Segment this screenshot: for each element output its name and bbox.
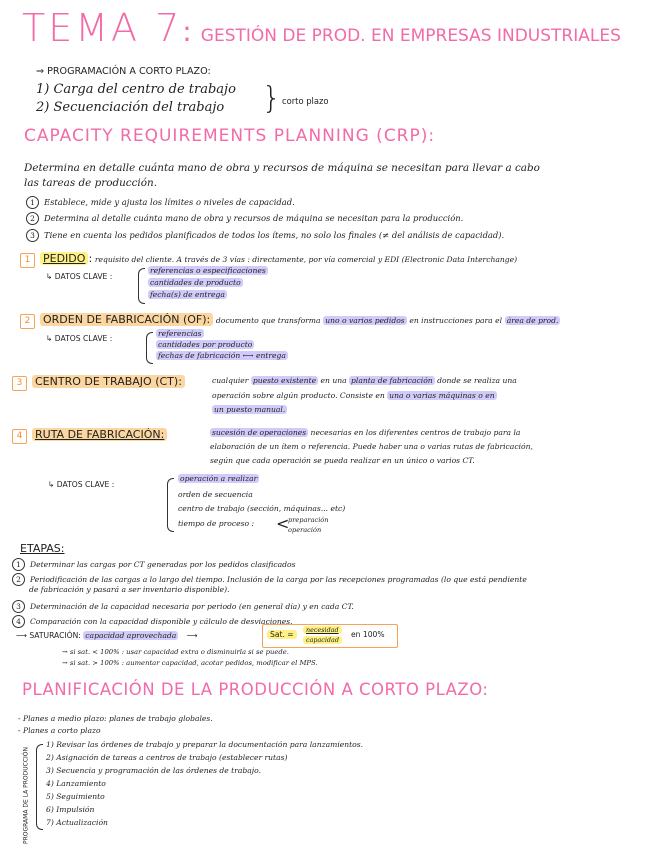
saturacion-line: ⟶ SATURACIÓN: capacidad aprovechada ⟶ <box>16 631 198 640</box>
planif-item-1: 1) Revisar las órdenes de trabajo y preparar la documentación para lanzamientos. <box>46 740 364 749</box>
title-colon: : <box>182 15 192 48</box>
crp-point-text: Tiene en cuenta los pedidos planificados de todos los ítems, no solo los finales (≠ del análisis de capacidad). <box>44 230 505 240</box>
of-dato-3: fechas de fabricación ⟷ entrega <box>158 351 286 360</box>
planif-line-2: - Planes a corto plazo <box>18 726 101 735</box>
ruta-definition <box>12 428 167 444</box>
crp-point-number: 3 <box>26 229 39 242</box>
etapa-4: 4 Comparación con la capacidad disponible y cálculo de desviaciones. <box>12 615 293 628</box>
crp-point-text: Establece, mide y ajusta los límites o niveles de capacidad. <box>44 197 295 207</box>
etapa-2-cont: de fabricación y pasará a ser inventario disponible). <box>29 585 230 594</box>
etapa-2: 2 Periodificación de las cargas a lo largo del tiempo. Inclusión de la carga por las recepciones programadas (lo que está pendiente <box>12 573 527 586</box>
pedido-dato-3: fecha(s) de entrega <box>150 290 225 299</box>
intro-bracket-note: corto plazo <box>282 96 329 106</box>
planif-heading: PLANIFICACIÓN DE LA PRODUCCIÓN A CORTO PLAZO: <box>22 680 489 699</box>
ruta-dato-3: centro de trabajo (sección, máquinas... etc) <box>178 504 346 513</box>
ct-text-line3: un puesto manual. <box>214 405 286 414</box>
of-definition: 2 ORDEN DE FABRICACIÓN (OF): documento que transforma uno o varios pedidos en instrucciones para el área de prod. <box>20 313 560 329</box>
ruta-dato-2: orden de secuencia <box>178 490 253 499</box>
of-dato-1: referencias <box>158 329 202 338</box>
planif-item-6: 6) Impulsión <box>46 805 95 814</box>
tiempo-sub-1: preparación <box>288 516 329 524</box>
saturacion-arrow: ⟶ <box>16 631 30 640</box>
planif-item-3: 3) Secuencia y programación de las órdenes de trabajo. <box>46 766 261 775</box>
saturacion-case-2: → si sat. > 100% : aumentar capacidad, acotar pedidos, modificar el MPS. <box>62 659 318 667</box>
tiempo-brace: < <box>276 514 290 533</box>
pedido-datos-bracket <box>138 268 145 304</box>
crp-point-2 <box>26 212 463 225</box>
pedido-text: requisito del cliente. A través de 3 vías : directamente, por vía comercial y EDI (Electronic Data Interchange) <box>94 255 518 264</box>
crp-heading: CAPACITY REQUIREMENTS PLANNING (CRP): <box>24 126 436 146</box>
pedido-datos-label: ↳ DATOS CLAVE : <box>46 272 113 281</box>
etapa-1: 1 Determinar las cargas por CT generadas por los pedidos clasificados <box>12 558 295 571</box>
planif-item-7: 7) Actualización <box>46 818 108 827</box>
ruta-text-line3: según que cada operación se pueda realizar en un único o varios CT. <box>210 456 475 465</box>
of-datos-label: ↳ DATOS CLAVE : <box>46 334 113 343</box>
ruta-datos-label: ↳ DATOS CLAVE : <box>48 480 115 489</box>
crp-point-1 <box>26 196 295 209</box>
crp-definition-line2: las tareas de producción. <box>24 177 158 189</box>
ct-text-line1: cualquier puesto existente en una planta de fabricación donde se realiza una <box>212 376 517 385</box>
pedido-dato-1: referencias o especificaciones <box>150 266 266 275</box>
of-dato-2: cantidades por producto <box>158 340 253 349</box>
planif-side-label: PROGRAMA DE LA PRODUCCIÓN <box>22 746 30 845</box>
page-title <box>22 6 621 50</box>
crp-point-number: 1 <box>26 196 39 209</box>
planif-item-2: 2) Asignación de tareas a centros de trabajo (establecer rutas) <box>46 753 288 762</box>
ruta-text-line2: elaboración de un ítem o referencia. Puede haber una o varias rutas de fabricación, <box>210 442 533 451</box>
pedido-dato-2: cantidades de producto <box>150 278 241 287</box>
saturacion-arrow-2: ⟶ <box>186 631 198 640</box>
crp-point-number: 2 <box>26 212 39 225</box>
intro-item-1: 1) Carga del centro de trabajo <box>36 82 236 97</box>
ct-definition <box>12 375 185 391</box>
planif-item-5: 5) Seguimiento <box>46 792 105 801</box>
planif-bracket <box>36 744 43 830</box>
intro-brace: } <box>262 81 282 116</box>
tema-label: TEMA 7 <box>22 6 183 50</box>
planif-item-4: 4) Lanzamiento <box>46 779 106 788</box>
crp-point-text: Determina al detalle cuánta mano de obra y recursos de máquina se necesitan para la producción. <box>44 213 464 223</box>
saturacion-case-1: → si sat. < 100% : usar capacidad extra o disminuirla si se puede. <box>62 648 289 656</box>
saturacion-formula-box: Sat. = necesidad capacidad en 100% <box>262 624 398 648</box>
ruta-dato-4: tiempo de proceso : <box>178 519 255 528</box>
pedido-term: PEDIDO <box>40 252 88 265</box>
of-number-box: 2 <box>20 314 35 329</box>
ct-number-box: 3 <box>12 376 27 391</box>
planif-line-1: - Planes a medio plazo: planes de trabajo globales. <box>18 714 213 723</box>
title-subtitle: GESTIÓN DE PROD. EN EMPRESAS INDUSTRIALES <box>200 26 621 46</box>
crp-definition-line1: Determina en detalle cuánta mano de obra y recursos de máquina se necesitan para llevar a cabo <box>24 162 540 174</box>
crp-point-3 <box>26 229 504 242</box>
pedido-colon: : <box>88 252 93 265</box>
ruta-dato-1: operación a realizar <box>180 474 258 483</box>
intro-heading: ⇒ PROGRAMACIÓN A CORTO PLAZO: <box>36 66 211 77</box>
tiempo-sub-2: operación <box>288 526 322 534</box>
ruta-datos-bracket <box>167 478 174 532</box>
etapas-heading: ETAPAS: <box>20 542 65 555</box>
pedido-number-box: 1 <box>20 253 35 268</box>
etapa-3: 3 Determinación de la capacidad necesaria por periodo (en general día) y en cada CT. <box>12 600 354 613</box>
of-term: ORDEN DE FABRICACIÓN (OF): <box>40 313 213 326</box>
pedido-definition <box>20 252 517 268</box>
ct-term: CENTRO DE TRABAJO (CT): <box>32 375 185 388</box>
ruta-text-line1: sucesión de operaciones necesarias en los diferentes centros de trabajo para la <box>212 428 521 437</box>
of-datos-bracket <box>146 332 153 364</box>
intro-item-2: 2) Secuenciación del trabajo <box>36 100 225 115</box>
ct-text-line2: operación sobre algún producto. Consiste en una o varias máquinas o en <box>212 391 495 400</box>
ruta-term: RUTA DE FABRICACIÓN: <box>32 428 167 441</box>
ruta-number-box: 4 <box>12 429 27 444</box>
